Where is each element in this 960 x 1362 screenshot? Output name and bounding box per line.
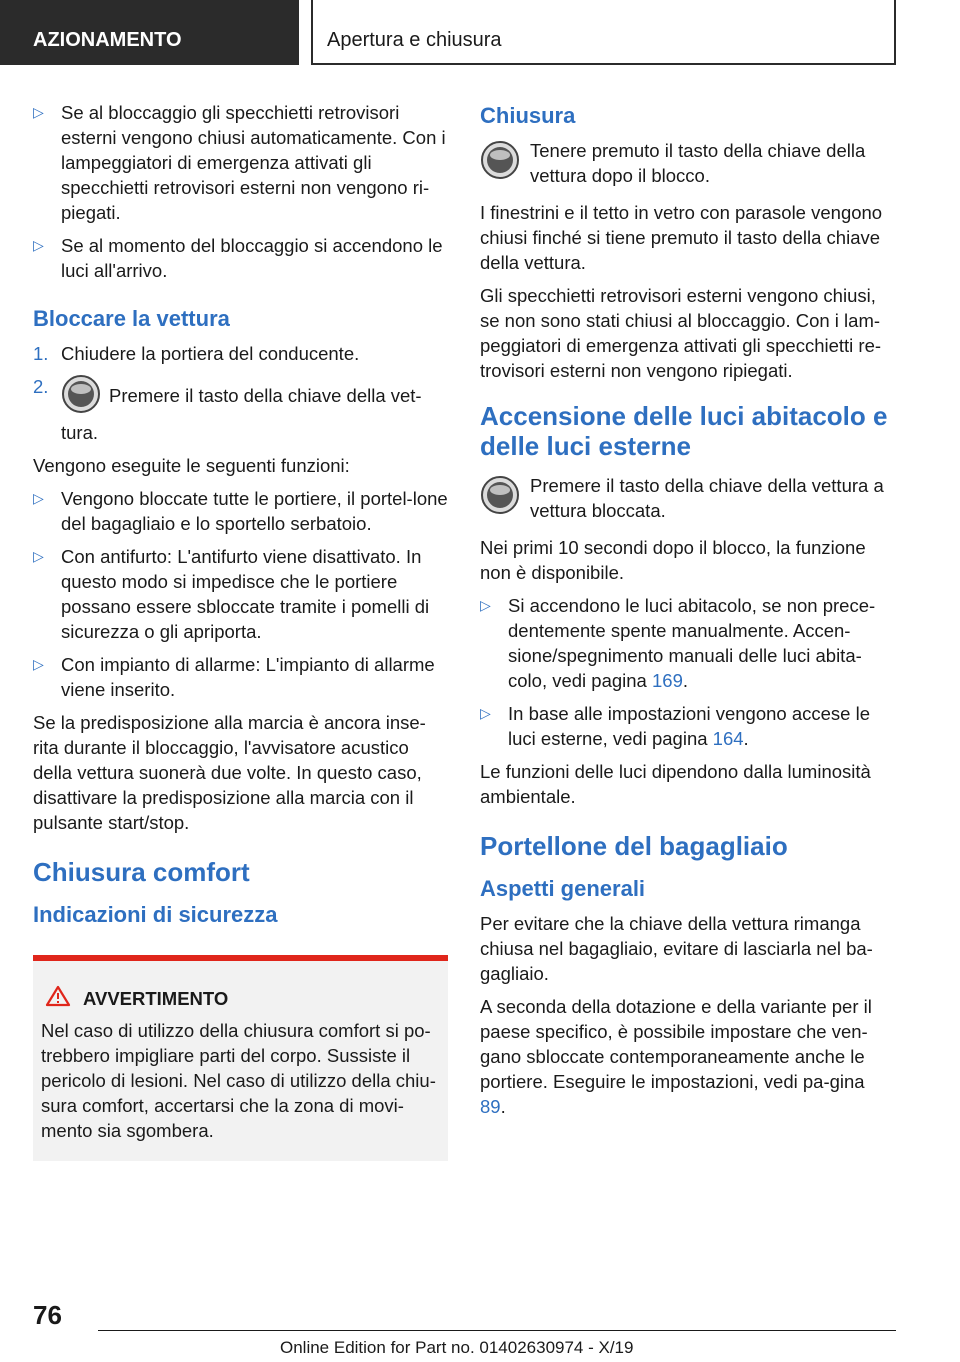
triangle-bullet-icon: ▷ — [33, 548, 44, 564]
section-heading-general: Aspetti generali — [480, 876, 646, 901]
car-key-button-icon — [480, 475, 520, 521]
paragraph: Gli specchietti retrovisori esterni vengono chiusi, se non sono stati chiusi al bloccaggio. Con i lam-peggiatori di emergenza attivati gli specchietti re-trovisori esterni non vengono ripiegati. — [480, 285, 882, 381]
section-heading-tailgate: Portellone del bagagliaio — [480, 831, 788, 861]
warning-triangle-icon — [45, 985, 71, 1012]
header-section-tab — [0, 0, 299, 65]
section-heading-lock: Bloccare la vettura — [33, 306, 230, 331]
list-item: ▷ Si accendono le luci abitacolo, se non prece-dentemente spente manualmente. Accen-sione/spegnimento manuali delle luci abita-colo, vedi pagina 169. — [480, 595, 876, 691]
list-item: ▷ Con impianto di allarme: L'impianto di allarme viene inserito. — [33, 654, 435, 700]
functions-intro: Vengono eseguite le seguenti funzioni: — [33, 455, 350, 476]
warning-text: Nel caso di utilizzo della chiusura comfort si po-trebbero impigliare parti del corpo. Sussiste il pericolo di lesioni. Nel caso di utilizzo della chiu-sura comfort, accertarsi che la zona di movi-mento sia sgombera. — [41, 1020, 436, 1141]
triangle-bullet-icon: ▷ — [480, 705, 491, 721]
section-heading-lights: Accensione delle luci abitacolo e delle luci esterne — [480, 401, 888, 461]
page-number: 76 — [33, 1300, 62, 1330]
warning-title: AVVERTIMENTO — [41, 985, 440, 1012]
warning-box — [33, 955, 448, 1161]
paragraph: Nei primi 10 secondi dopo il blocco, la funzione non è disponibile. — [480, 537, 866, 583]
right-column — [480, 100, 895, 1127]
paragraph: Le funzioni delle luci dipendono dalla luminosità ambientale. — [480, 761, 871, 807]
list-item: ▷ Con antifurto: L'antifurto viene disattivato. In questo modo si impedisce che le portiere possano essere sbloccate tramite i pomelli di sicurezza o gli apriporta. — [33, 546, 430, 642]
left-column — [33, 100, 448, 1161]
car-key-button-icon — [480, 140, 520, 186]
page-link-164[interactable]: 164 — [712, 728, 744, 749]
paragraph: A seconda della dotazione e della variante per il paese specifico, è possibile impostare che ven-gano sbloccate contemporaneamente anche le portiere. Eseguire le impostazioni, vedi pa-gina 89. — [480, 996, 872, 1117]
footer-divider — [98, 1330, 896, 1331]
paragraph: I finestrini e il tetto in vetro con parasole vengono chiusi finché si tiene premuto il tasto della chiave della vettura. — [480, 202, 883, 273]
step-number: 2. — [33, 376, 49, 397]
header-chapter-tab — [311, 0, 896, 65]
triangle-bullet-icon: ▷ — [33, 490, 44, 506]
page-link-169[interactable]: 169 — [652, 670, 683, 691]
list-item: ▷ Vengono bloccate tutte le portiere, il portel-lone del bagagliaio e lo sportello serbatoio. — [33, 488, 448, 534]
step-item: 1. Chiudere la portiera del conducente. — [33, 343, 360, 364]
footer-edition: Online Edition for Part no. 01402630974 - X/19 — [280, 1338, 634, 1357]
paragraph: Se la predisposizione alla marcia è ancora inse-rita durante il bloccaggio, l'avvisatore acustico della vettura suonerà due volte. In questo caso, disattivare la predisposizione alla marcia con il pulsante start/stop. — [33, 712, 426, 833]
step-number: 1. — [33, 343, 49, 364]
section-heading-safety: Indicazioni di sicurezza — [33, 902, 278, 927]
key-instruction: Tenere premuto il tasto della chiave della vettura dopo il blocco. — [480, 138, 895, 188]
list-item: ▷ Se al momento del bloccaggio si accendono le luci all'arrivo. — [33, 235, 443, 281]
list-item: ▷ Se al bloccaggio gli specchietti retrovisori esterni vengono chiusi automaticamente. Con i lampeggiatori di emergenza attivati gli specchietti retrovisori esterni non vengono ri-piegati. — [33, 102, 446, 223]
header-section-label: AZIONAMENTO — [33, 29, 182, 51]
triangle-bullet-icon: ▷ — [33, 104, 44, 120]
triangle-bullet-icon: ▷ — [33, 237, 44, 253]
triangle-bullet-icon: ▷ — [33, 656, 44, 672]
step-item: 2. Premere il tasto della chiave della vet-tura. — [33, 376, 422, 443]
key-instruction: Premere il tasto della chiave della vettura a vettura bloccata. — [480, 473, 895, 523]
header-chapter-label: Apertura e chiusura — [327, 29, 502, 51]
section-heading-comfort: Chiusura comfort — [33, 857, 250, 887]
page-link-89[interactable]: 89 — [480, 1096, 501, 1117]
paragraph: Per evitare che la chiave della vettura rimanga chiusa nel bagagliaio, evitare di lasciarla nel ba-gagliaio. — [480, 913, 873, 984]
section-heading-close: Chiusura — [480, 103, 576, 128]
triangle-bullet-icon: ▷ — [480, 597, 491, 613]
list-item: ▷ In base alle impostazioni vengono accese le luci esterne, vedi pagina 164. — [480, 703, 871, 749]
car-key-button-icon — [61, 374, 101, 420]
